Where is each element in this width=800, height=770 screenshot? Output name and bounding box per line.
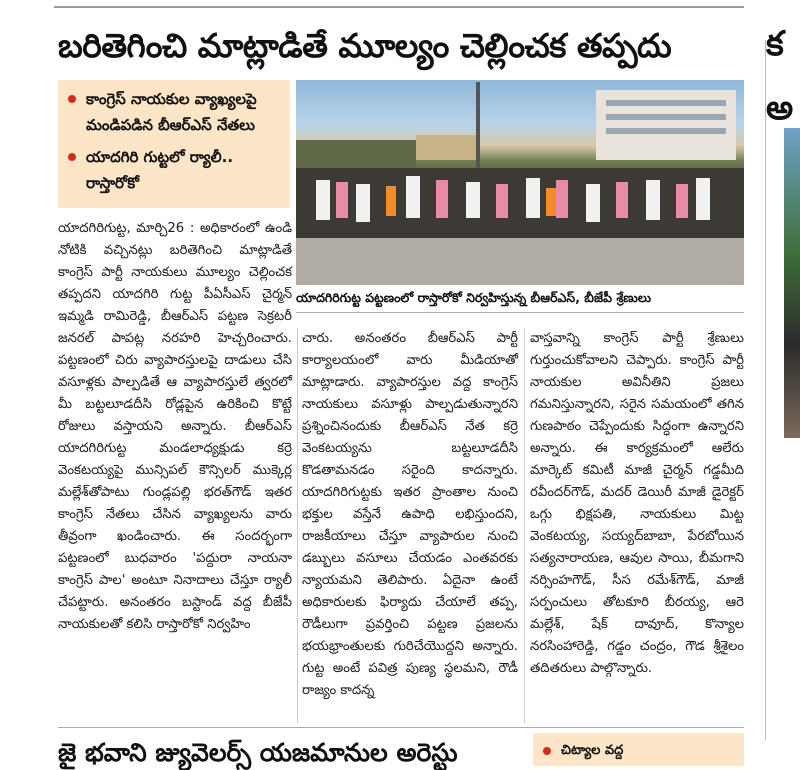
rally-photo-illustration [296, 80, 744, 285]
top-rule [54, 6, 744, 8]
adjacent-photo [784, 128, 800, 438]
next-article-highlight-box [533, 733, 744, 766]
article-column-1 [58, 218, 292, 636]
bottom-rule [58, 727, 744, 728]
highlights-box [58, 80, 290, 208]
column-divider [297, 328, 298, 723]
highlight-text: చిట్యాల వద్ద [561, 743, 624, 758]
next-article-headline: జై భవాని జ్యువెలర్స్ యజమానుల అరెస్టు [58, 738, 458, 767]
column-text: వాస్తవాన్ని కాంగ్రెస్ పార్టీ శ్రేణులు గుర్తుంచుకోవాలని చెప్పారు. కాంగ్రెస్ పార్టీ నాయకుల అవినీతిని ప్రజలు గమనిస్తున్నారని, సరైన సమయంలో తగిన గుణపాఠం చెప్పేందుకు సిద్ధంగా ఉన్నారని అన్నారు. ఈ కార్యక్రమంలో ఆలేరు మార్కెట్ కమిటీ మాజీ చైర్మన్ గడ్డమీది రవీందర్‌గౌడ్, మదర్ డెయిరీ మాజీ డైరెక్టర్ ఒగ్గు భిక్షపతి, నాయకులు మిట్ట వెంకటయ్య, సయ్యద్‌బాబా, పేరబోయిన సత్యనారాయణ, ఆవుల సాయి, బీమగాని నర్సింహగౌడ్, సీస రమేశ్‌గౌడ్, మాజీ సర్పంచులు తోటకూరి బీరయ్య, ఆరె మల్లేశ్, షేక్ దావూద్, కొన్యాల నరసింహారెడ్డి, గడ్డం చంద్రం, గౌడ శ్రీశైలం తదితరులు పాల్గొన్నారు. [530, 331, 744, 676]
column-text: చారు. అనంతరం బీఆర్ఎస్ పార్టీ కార్యాలయంలో వారు మీడియాతో మాట్లాడారు. వ్యాపారస్తుల వద్ద కాంగ్రెస్ నాయకులు వసూళ్లు పాల్పడుతున్నారని ప్రశ్నించినందుకు బీఆర్ఎస్ నేత కర్రె వెంకటయ్యను బట్టలూడదీసి కొడతామనడం సరైంది కాదన్నారు. యాదగిరిగుట్టకు ఇతర ప్రాంతాల నుంచి భక్తుల వస్తేనే ఉపాధి లభిస్తుందని, రాజకీయాలు చేస్తూ వ్యాపారుల నుంచి డబ్బులు వసూలు చేయడం ఎంతవరకు న్యాయమని తెలిపారు. ఏదైనా ఉంటే అధికారులకు ఫిర్యాదు చేయాలే తప్ప, రౌడీలుగా ప్రవర్తించి పట్టణ ప్రజలను భయభ్రాంతులకు గురిచేయొద్దని అన్నారు. గుట్ట అంటే పవిత్ర పుణ్య స్థలమని, రౌడీ రాజ్యం కాదన్న [302, 331, 518, 698]
highlight-text: యాదగిరి గుట్టలో ర్యాలీ.. రాస్తారోకో [86, 148, 234, 192]
rally-photo [296, 80, 744, 285]
article-headline: బరితెగించి మాట్లాడితే మూల్యం చెల్లించక తప్పదు [58, 26, 672, 65]
highlight-text: కాంగ్రెస్ నాయకుల వ్యాఖ్యలపై మండిపడిన బీఆర్ఎస్ నేతలు [86, 90, 257, 134]
adjacent-headline-fragment: క [766, 24, 784, 64]
bullet-dot-icon [68, 95, 76, 103]
highlight-item [533, 741, 744, 761]
article-column-3 [530, 328, 744, 680]
highlight-item [58, 144, 290, 196]
photo-caption: యాదగిరిగుట్ట పట్టణంలో రాస్తారోకో నిర్వహిస్తున్న బీఆర్ఎస్, బీజేపీ శ్రేణులు [296, 290, 652, 305]
bullet-dot-icon [543, 747, 551, 755]
column-text: యాదగిరిగుట్ట, మార్చి26 : అధికారంలో ఉండి నోటికి వచ్చినట్లు బరితెగించి మాట్లాడితే కాంగ్రెస్ పార్టీ నాయకులు మూల్యం చెల్లించక తప్పదని యాదగిరి గుట్ట పీఏసీఎస్ చైర్మన్ ఇమ్మడి రామిరెడ్డి, బీఆర్ఎస్ పట్టణ సెక్రటరీ జనరల్ పాపట్ల నరహరి హెచ్చరించారు. పట్టణంలో చిరు వ్యాపారస్తులపై దాడులు చేసి వసూళ్లకు పాల్పడితే ఆ వ్యాపారస్తులే త్వరలో మీ బట్టలూడదీసి రోడ్లపైన ఉరికించి కొట్టే రోజులు వస్తాయని అన్నారు. బీఆర్ఎస్ యాదగిరిగుట్ట మండలాధ్యక్షుడు కర్రె వెంకటయ్యపై మున్సిపల్ కౌన్సిలర్ ముక్కెర్ల మల్లేశ్‌తోపాటు గుండ్లపల్లి భరత్‌గౌడ్ ఇతర కాంగ్రెస్ నేతలు చేసిన వ్యాఖ్యలను వారు తీవ్రంగా ఖండించారు. ఈ సందర్భంగా పట్టణంలో బుధవారం 'పద్దురా నాయనా కాంగ్రెస్ పాల' అంటూ నినాదాలు చేస్తూ ర్యాలీ చేపట్టారు. అనంతరం బస్టాండ్ వద్ద బీజేపీ నాయకులతో కలిసి రాస్తారోకో నిర్వహిం [58, 221, 292, 632]
adjacent-headline-fragment: అ [766, 88, 794, 128]
article-column-2 [302, 328, 518, 702]
column-divider [524, 328, 525, 723]
bullet-dot-icon [68, 153, 76, 161]
highlight-item [58, 86, 290, 138]
caption-rule [296, 312, 744, 313]
adjacent-article-edge [760, 0, 800, 766]
